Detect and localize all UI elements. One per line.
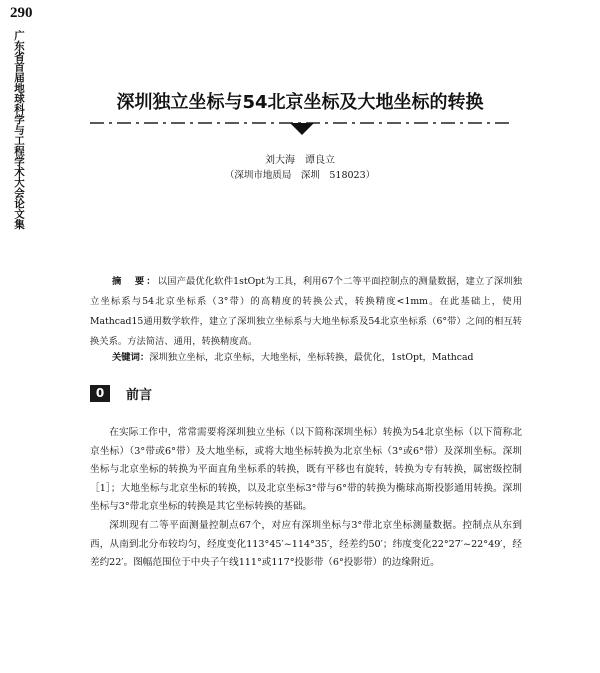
section-heading — [90, 384, 152, 402]
side-running-title: 广东省首届地球科学与工程学术大会论文集 — [13, 30, 25, 230]
abstract-text: 以国产最优化软件1stOpt为工具，利用67个二等平面控制点的测量数据，建立了深圳独立坐标系与54北京坐标系（3°带）的高精度的转换公式，转换精度<1mm。在此基础上，使用Mathcad15通用数学软件，建立了深圳独立坐标系与大地坐标系及54北京坐标系（6°带）之间的相互转换关系。方法简洁、通用，转换精度高。 — [90, 276, 522, 347]
paragraph: 深圳现有二等平面测量控制点67个，对应有深圳坐标与3°带北京坐标测量数据。控制点从东到西，从南到北分布较均匀，经度变化113°45′~114°35′，经差约50′；纬度变化22°27′~22°49′，经差约22′。图幅范围位于中央子午线111°或117°投影带（6°投影带）的边缘附近。 — [90, 519, 522, 569]
page-number: 290 — [10, 5, 33, 21]
abstract-label: 摘 要： — [112, 276, 158, 287]
keywords — [90, 349, 522, 363]
authors: 刘大海 谭良立 — [265, 155, 335, 166]
title-decorative-rule — [90, 122, 514, 136]
keywords-text: 深圳独立坐标，北京坐标，大地坐标，坐标转换，最优化，1stOpt，Mathcad — [149, 352, 474, 363]
body-text — [90, 424, 522, 573]
paragraph: 在实际工作中，常常需要将深圳独立坐标（以下简称深圳坐标）转换为54北京坐标（以下简称北京坐标）（3°带或6°带）及大地坐标，或将大地坐标转换为北京坐标（3°或6°带）及深圳坐标。深圳坐标与北京坐标的转换为平面直角坐标系的转换，既有平移也有旋转，转换为专有转换，属密级控制［1］；大地坐标与北京坐标的转换，以及北京坐标3°带与6°带的转换为椭球高斯投影通用转换。深圳坐标与3°带北京坐标的转换是其它坐标转换的基础。 — [90, 427, 522, 513]
keywords-label: 关键词： — [112, 352, 150, 363]
section-number: 0 — [90, 385, 110, 402]
abstract — [90, 272, 522, 352]
affiliation: （深圳市地质局 深圳 518023） — [224, 170, 376, 181]
section-title: 前言 — [126, 387, 153, 403]
paper-title: 深圳独立坐标与54北京坐标及大地坐标的转换 — [116, 92, 484, 113]
